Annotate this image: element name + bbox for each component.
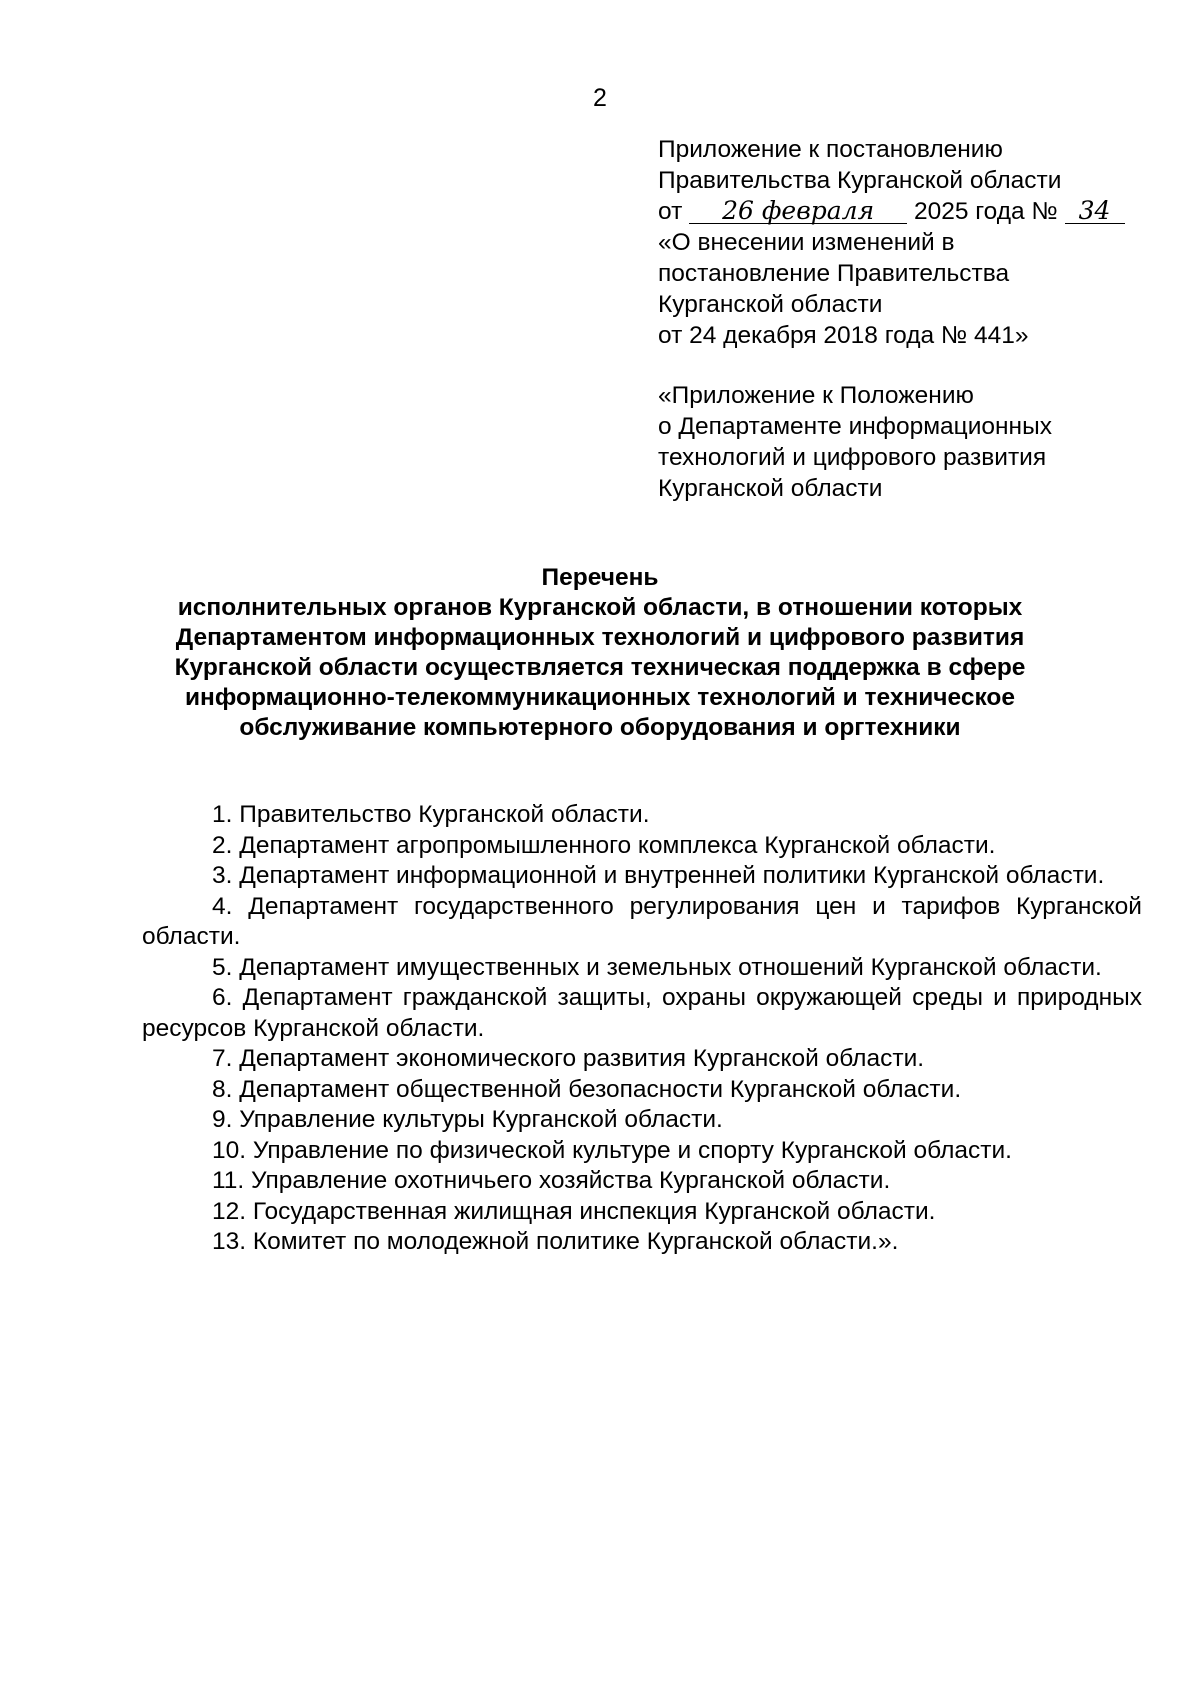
appendix-line: постановление Правительства xyxy=(658,260,1010,287)
list-item: 3. Департамент информационной и внутренней политики Курганской области. xyxy=(212,862,1105,889)
appendix-line: «О внесении изменений в xyxy=(658,229,955,256)
page-number: 2 xyxy=(593,84,607,112)
title-line: Департаментом информационных технологий и цифрового развития xyxy=(175,624,1025,651)
date-year: 2025 года № xyxy=(913,198,1058,225)
sub-appendix-line: технологий и цифрового развития xyxy=(658,444,1047,471)
sub-appendix-line: «Приложение к Положению xyxy=(658,382,974,409)
list-item: 6. Департамент гражданской защиты, охраны окружающей среды и природных ресурсов Курганской области. xyxy=(142,984,1142,1042)
title-line: обслуживание компьютерного оборудования и оргтехники xyxy=(239,714,961,741)
appendix-line: Правительства Курганской области xyxy=(658,167,1062,194)
list-item: 11. Управление охотничьего хозяйства Курганской области. xyxy=(212,1167,891,1194)
list-item: 8. Департамент общественной безопасности Курганской области. xyxy=(212,1075,962,1103)
list-item: 12. Государственная жилищная инспекция Курганской области. xyxy=(212,1197,936,1225)
document-title xyxy=(130,563,1070,743)
organs-list xyxy=(142,800,1142,1258)
list-item: 4. Департамент государственного регулирования цен и тарифов Курганской области. xyxy=(142,892,1142,950)
list-item: 10. Управление по физической культуре и спорту Курганской области. xyxy=(212,1136,1012,1164)
appendix-line: Приложение к постановлению xyxy=(658,136,1003,163)
title-heading: Перечень xyxy=(541,564,659,591)
sub-appendix xyxy=(658,380,1158,504)
handwritten-number: 34 xyxy=(1065,199,1125,224)
appendix-date-line xyxy=(658,196,1158,227)
list-item: 9. Управление культуры Курганской области. xyxy=(212,1106,723,1133)
list-item: 1. Правительство Курганской области. xyxy=(212,801,650,828)
title-line: исполнительных органов Курганской области, в отношении которых xyxy=(177,594,1023,621)
title-line: информационно-телекоммуникационных технологий и техническое xyxy=(185,684,1015,711)
handwritten-date: 26 февраля xyxy=(689,199,907,224)
date-prefix: от xyxy=(658,198,683,225)
appendix-header xyxy=(658,134,1158,504)
appendix-line: от 24 декабря 2018 года № 441» xyxy=(658,322,1029,349)
title-line: Курганской области осуществляется техническая поддержка в сфере xyxy=(174,654,1026,681)
list-item: 2. Департамент агропромышленного комплекса Курганской области. xyxy=(212,831,996,859)
list-item: 7. Департамент экономического развития Курганской области. xyxy=(212,1045,925,1072)
sub-appendix-line: Курганской области xyxy=(658,475,883,502)
list-item: 5. Департамент имущественных и земельных отношений Курганской области. xyxy=(212,953,1102,981)
list-item: 13. Комитет по молодежной политике Курганской области.». xyxy=(212,1228,899,1255)
appendix-line: Курганской области xyxy=(658,291,883,318)
sub-appendix-line: о Департаменте информационных xyxy=(658,413,1052,440)
